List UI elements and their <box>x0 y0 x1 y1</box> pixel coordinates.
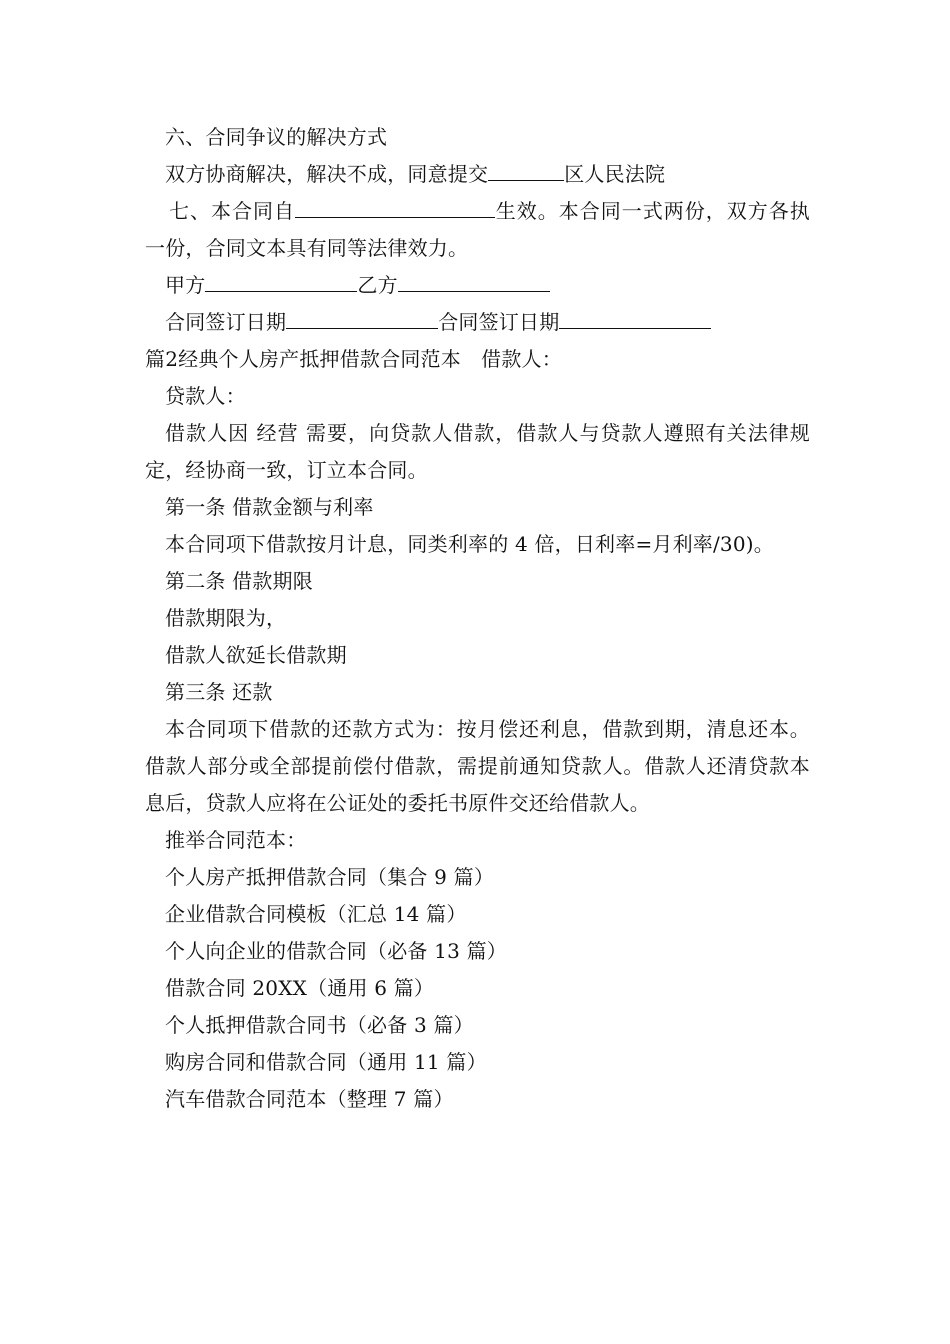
article1-paragraph: 本合同项下借款按月计息，同类利率的 4 倍，日利率=月利率/30)。 <box>165 532 774 556</box>
list-item[interactable]: 个人房产抵押借款合同（集合 9 篇） <box>165 865 495 889</box>
section7-pre: 七、本合同自 <box>169 199 295 223</box>
list-item[interactable]: 个人抵押借款合同书（必备 3 篇） <box>165 1013 474 1037</box>
list-item[interactable]: 个人向企业的借款合同（必备 13 篇） <box>165 939 507 963</box>
section7-paragraph <box>145 193 810 267</box>
article2-line1: 借款期限为， <box>165 606 287 630</box>
parties-line <box>145 267 810 304</box>
section6-text-pre: 双方协商解决，解决不成，同意提交 <box>165 162 489 186</box>
list-item[interactable]: 企业借款合同模板（汇总 14 篇） <box>165 902 467 926</box>
section6-text <box>145 156 810 193</box>
article3-paragraph: 本合同项下借款的还款方式为：按月偿还利息，借款到期，清息还本。借款人部分或全部提前偿付借款，需提前通知贷款人。借款人还清贷款本息后，贷款人应将在公证处的委托书原件交还给借款人。 <box>145 717 810 815</box>
lender-line: 贷款人： <box>165 384 246 408</box>
article2-title: 第二条 借款期限 <box>165 569 313 593</box>
section6-title: 六、合同争议的解决方式 <box>165 125 388 149</box>
party-b-blank <box>398 269 550 292</box>
article1-title: 第一条 借款金额与利率 <box>165 495 374 519</box>
party-b-label: 乙方 <box>357 273 398 297</box>
recommend-list <box>145 859 810 1118</box>
sign-date-1-blank <box>286 306 438 329</box>
document-body <box>145 119 810 1118</box>
sign-date-1-label: 合同签订日期 <box>165 310 287 334</box>
party-a-label: 甲方 <box>165 273 206 297</box>
list-item[interactable]: 汽车借款合同范本（整理 7 篇） <box>165 1087 454 1111</box>
court-blank <box>488 158 564 181</box>
section6-text-post: 区人民法院 <box>564 162 666 186</box>
section7-post: 生效。本合同一式两份，双方各执一份，合同文本具有同等法律效力。 <box>145 199 810 260</box>
sign-dates-line <box>145 304 810 341</box>
recommend-title: 推举合同范本： <box>165 828 307 852</box>
sign-date-2-label: 合同签订日期 <box>438 310 560 334</box>
list-item[interactable]: 借款合同 20XX（通用 6 篇） <box>165 976 435 1000</box>
sign-date-2-blank <box>559 306 711 329</box>
list-item[interactable]: 购房合同和借款合同（通用 11 篇） <box>165 1050 487 1074</box>
article3-title: 第三条 还款 <box>165 680 273 704</box>
effective-date-blank <box>295 195 495 218</box>
article2-line2: 借款人欲延长借款期 <box>165 643 347 667</box>
party-a-blank <box>205 269 357 292</box>
chapter2-title: 篇2经典个人房产抵押借款合同范本 借款人： <box>145 347 562 371</box>
intro-paragraph: 借款人因 经营 需要，向贷款人借款，借款人与贷款人遵照有关法律规定，经协商一致，订立本合同。 <box>145 421 810 482</box>
